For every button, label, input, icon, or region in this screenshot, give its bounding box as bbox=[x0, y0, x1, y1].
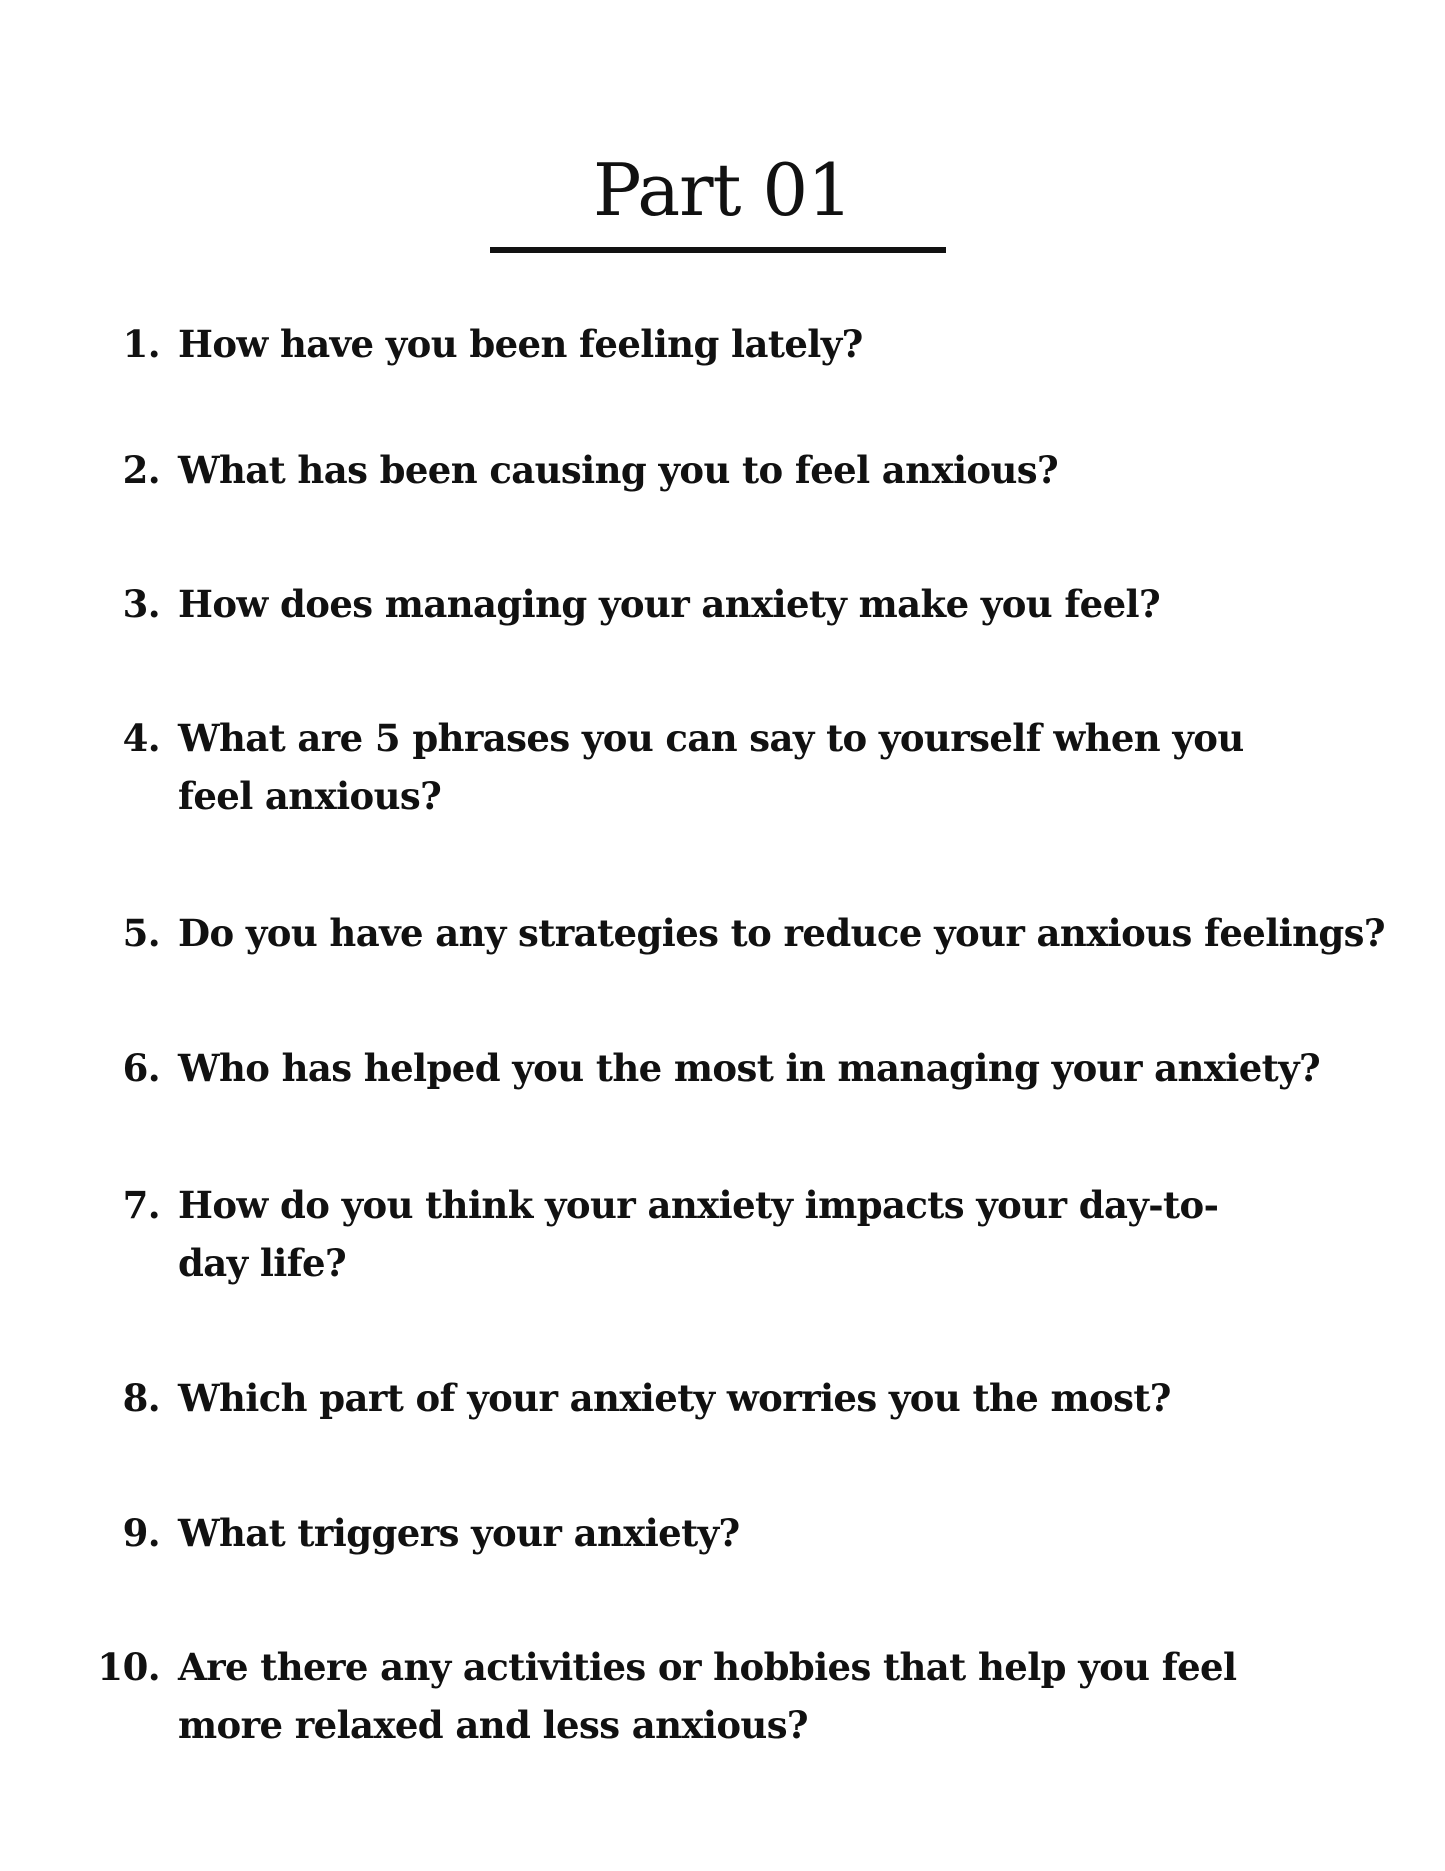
item-number: 5. bbox=[122, 911, 160, 955]
item-number: 3. bbox=[122, 582, 160, 626]
question-text: What are 5 phrases you can say to yourself when you feel anxious? bbox=[178, 716, 1244, 818]
item-number: 4. bbox=[122, 716, 160, 760]
question-text: Which part of your anxiety worries you the most? bbox=[178, 1376, 1171, 1420]
question-text: How have you been feeling lately? bbox=[178, 322, 863, 366]
item-number: 2. bbox=[122, 448, 160, 492]
page-title: Part 01 bbox=[593, 148, 852, 232]
item-number: 7. bbox=[122, 1183, 160, 1227]
item-number: 1. bbox=[122, 322, 160, 366]
question-text: Do you have any strategies to reduce your anxious feelings? bbox=[178, 911, 1385, 955]
item-number: 10. bbox=[97, 1645, 160, 1689]
question-text: What triggers your anxiety? bbox=[178, 1511, 740, 1555]
item-number: 9. bbox=[122, 1511, 160, 1555]
question-text: How do you think your anxiety impacts your day-to-day life? bbox=[178, 1183, 1219, 1285]
question-text: How does managing your anxiety make you feel? bbox=[178, 582, 1161, 626]
question-text: Are there any activities or hobbies that help you feel more relaxed and less anxious? bbox=[178, 1645, 1237, 1747]
item-number: 6. bbox=[122, 1046, 160, 1090]
question-text: What has been causing you to feel anxious? bbox=[178, 448, 1059, 492]
item-number: 8. bbox=[122, 1376, 160, 1420]
title-underline bbox=[490, 247, 946, 253]
question-text: Who has helped you the most in managing your anxiety? bbox=[178, 1046, 1321, 1090]
